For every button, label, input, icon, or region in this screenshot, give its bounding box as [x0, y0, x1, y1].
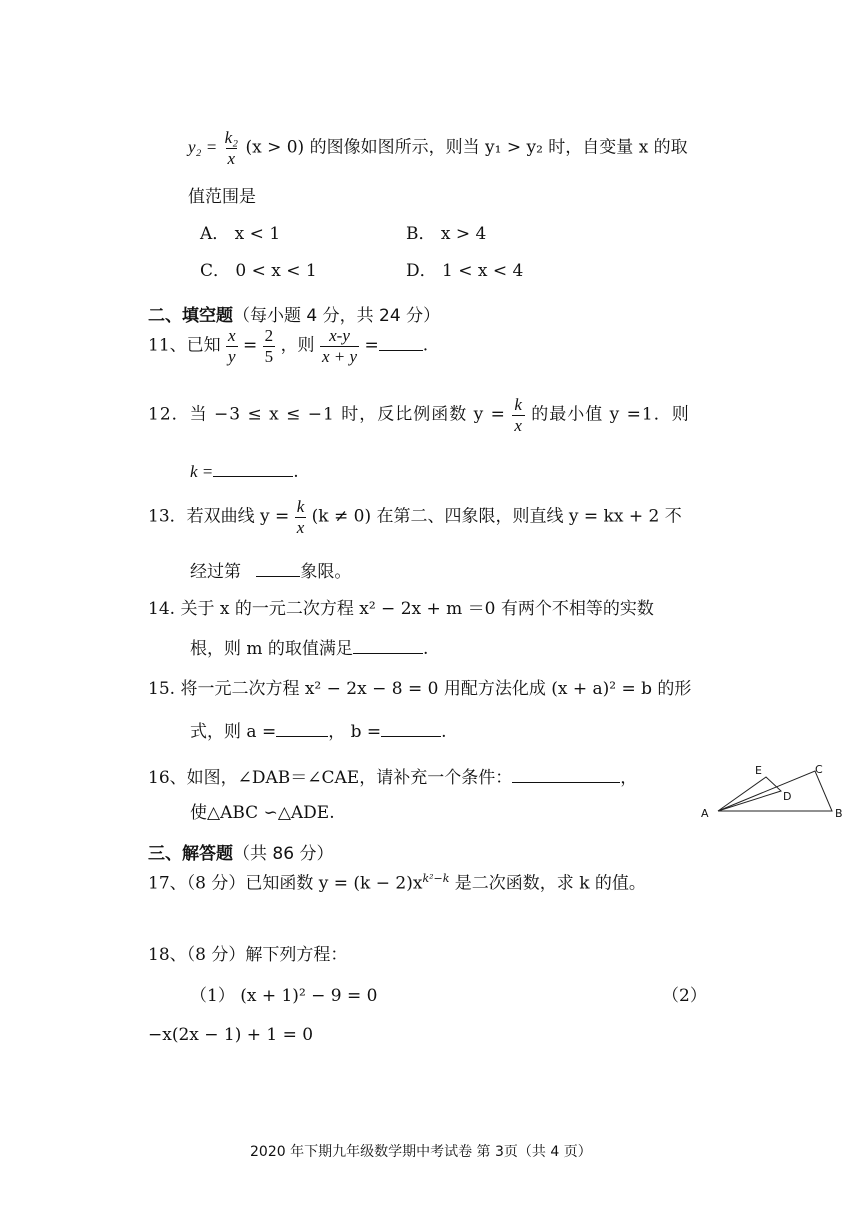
q14-line1: 14. 关于 x 的一元二次方程 x² − 2x + m ＝0 有两个不相等的实数 — [148, 599, 654, 619]
q10-option-b: B． x > 4 — [406, 224, 487, 244]
q18-title: 18、（8 分）解下列方程： — [148, 945, 348, 965]
q14-end: . — [422, 639, 429, 659]
q10-line2: 值范围是 — [188, 187, 256, 207]
q15-line2 — [190, 722, 447, 741]
section2-heading — [148, 301, 440, 326]
q15-line2-b: ， b = — [328, 722, 382, 742]
q11-frac2 — [263, 326, 276, 366]
q13-frac-num: k — [296, 497, 305, 516]
q18-part1: （1） (x + 1)² − 9 = 0 — [190, 986, 378, 1006]
q10-frac-den: x — [227, 148, 236, 168]
q17 — [148, 873, 646, 893]
q10-lhs: y₂ = — [188, 137, 218, 157]
q16-triangle-figure — [698, 760, 848, 826]
q10-line1-tail: (x > 0) 的图像如图所示，则当 y₁ > y₂ 时，自变量 x 的取 — [245, 137, 688, 158]
q12-lead: 12．当 −3 ≤ x ≤ −1 时，反比例函数 y = — [148, 404, 506, 425]
q11-frac1 — [226, 326, 238, 366]
figure-label-d: D — [783, 790, 792, 803]
q11-frac2-num: 2 — [264, 326, 274, 345]
section3-heading — [148, 839, 333, 864]
q10-option-d: D． 1 < x < 4 — [406, 261, 524, 281]
figure-label-c: C — [815, 763, 823, 776]
q11-frac3-den: x + y — [321, 346, 358, 366]
q13-answer-blank[interactable] — [256, 562, 300, 577]
q11-mid: ，则 — [280, 335, 315, 356]
q13-line2-b: 象限。 — [300, 562, 352, 582]
q11-frac2-den: 5 — [264, 346, 274, 366]
q12-tail: 的最小值 y =1．则 — [531, 404, 690, 425]
q12-frac-num: k — [514, 395, 523, 414]
q13-lead: 13．若双曲线 y = — [148, 506, 290, 527]
q15-line2-a: 式，则 a = — [190, 722, 277, 742]
q12-frac-den: x — [514, 415, 523, 435]
figure-label-a: A — [701, 807, 709, 820]
q16-line1-end: ， — [620, 768, 638, 788]
q11-eq: = — [243, 335, 258, 356]
q12-line2 — [190, 462, 299, 481]
figure-label-b: B — [835, 807, 843, 820]
section2-note: （每小题 4 分，共 24 分） — [233, 306, 441, 326]
q10-line1 — [188, 128, 688, 168]
q16-answer-blank[interactable] — [512, 768, 620, 783]
q13-tail: (k ≠ 0) 在第二、四象限，则直线 y = kx + 2 不 — [311, 506, 682, 527]
section3-title: 三、解答题 — [148, 844, 233, 864]
q11-frac3 — [320, 326, 359, 366]
q12-k-label: k = — [190, 462, 214, 481]
q10-option-a: A． x < 1 — [200, 224, 281, 244]
q16-line1 — [148, 768, 637, 787]
q17-exponent: k²−k — [422, 872, 450, 885]
q15-end: . — [441, 722, 447, 742]
q15-b-blank[interactable] — [381, 722, 441, 737]
q17-text-b: 是二次函数，求 k 的值。 — [449, 873, 646, 894]
q17-text-a: 17、（8 分）已知函数 y = (k − 2)x — [148, 873, 423, 894]
q11-frac1-num: x — [228, 326, 236, 345]
q15-a-blank[interactable] — [276, 722, 328, 737]
q11-answer-blank[interactable] — [379, 336, 423, 351]
triangle-ade — [718, 777, 781, 811]
q12-line1 — [148, 395, 690, 435]
q18-part2-label: （2） — [662, 986, 707, 1006]
q14-line2 — [190, 639, 428, 658]
q10-frac-num: k₂ — [224, 128, 239, 147]
q13-line2 — [190, 562, 351, 581]
q10-option-c: C． 0 < x < 1 — [200, 261, 317, 281]
q11 — [148, 326, 428, 366]
q11-lead: 11、已知 — [148, 335, 221, 356]
q18-part2: −x(2x − 1) + 1 = 0 — [148, 1025, 314, 1045]
q16-line1-text: 16、如图，∠DAB＝∠CAE，请补充一个条件： — [148, 768, 513, 788]
q13-frac-den: x — [296, 517, 305, 537]
q14-line2-a: 根，则 m 的取值满足 — [190, 639, 353, 659]
page-footer: 2020 年下期九年级数学期中考试卷 第 3页（共 4 页） — [250, 1144, 592, 1160]
triangle-abc — [718, 771, 832, 811]
section3-note: （共 86 分） — [233, 844, 334, 864]
q12-answer-blank[interactable] — [213, 462, 293, 477]
q14-answer-blank[interactable] — [353, 639, 423, 654]
q12-frac — [512, 395, 525, 435]
q11-end: . — [422, 335, 429, 356]
figure-label-e: E — [755, 764, 762, 777]
q10-fraction — [223, 128, 240, 168]
q13-frac — [295, 497, 307, 537]
q12-end: . — [293, 462, 299, 482]
q13-line2-a: 经过第 — [190, 562, 241, 582]
q16-line2: 使△ABC ∽△ADE. — [190, 803, 335, 823]
section2-title: 二、填空题 — [148, 306, 233, 326]
q11-tail: = — [364, 335, 379, 356]
q11-frac1-den: y — [228, 346, 236, 366]
q15-line1: 15. 将一元二次方程 x² − 2x − 8 = 0 用配方法化成 (x + a)² = b 的形 — [148, 679, 692, 699]
q13-line1 — [148, 497, 682, 537]
q11-frac3-num: x-y — [329, 326, 350, 345]
